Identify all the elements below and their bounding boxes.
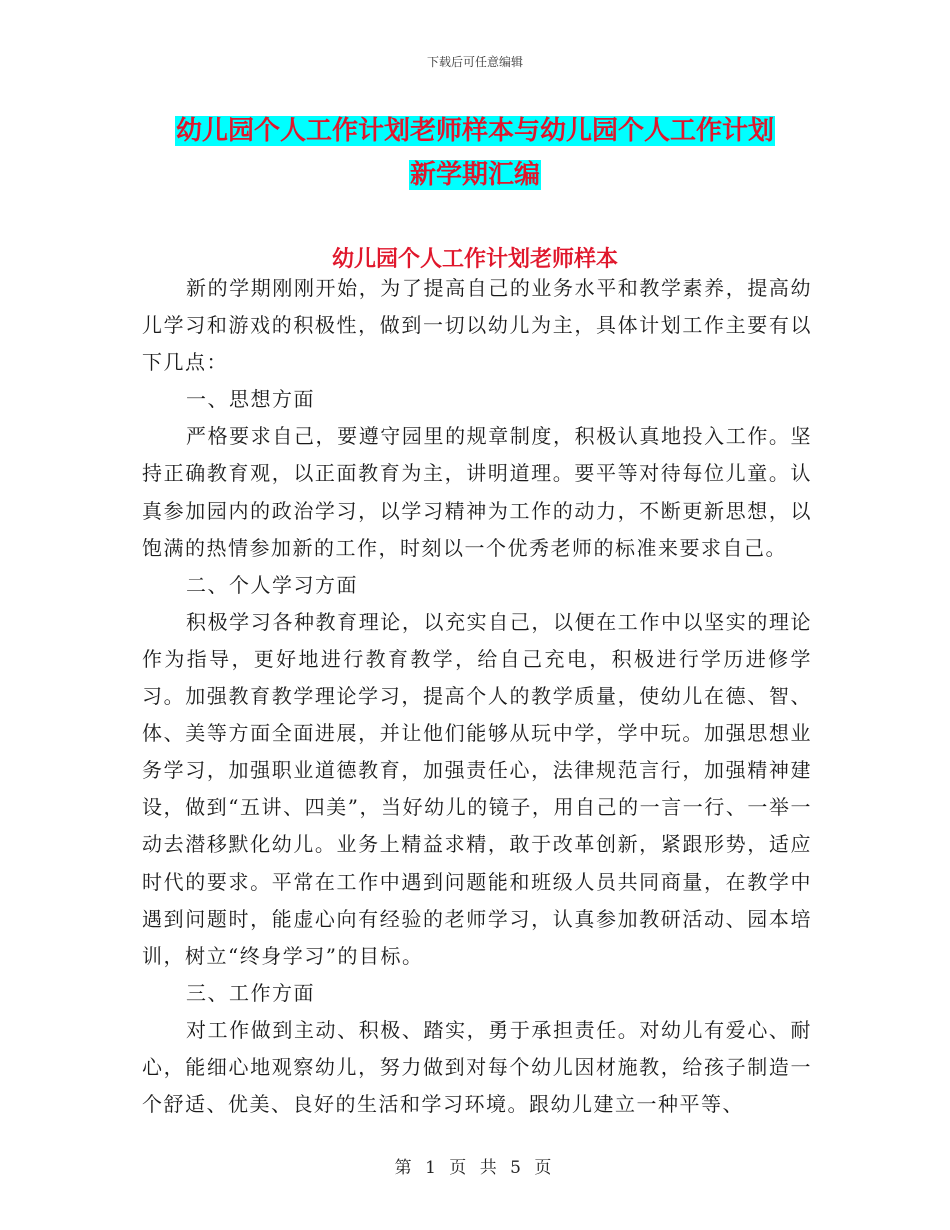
heading-personal-study: 二、个人学习方面	[186, 572, 358, 597]
paragraph-work: 对工作做到主动、积极、踏实，勇于承担责任。对幼儿有爱心、耐心，能细心地观察幼儿，努力做到对每个幼儿因材施教，给孩子制造一个舒适、优美、良好的生活和学习环境。跟幼儿建立一种平等、	[142, 1017, 812, 1117]
document-title-line-2	[0, 157, 950, 193]
document-title-highlight-2: 新学期汇编	[409, 160, 540, 190]
paragraph-personal-study: 积极学习各种教育理论，以充实自己，以便在工作中以坚实的理论作为指导，更好地进行教育教学，给自己充电，积极进行学历进修学习。加强教育教学理论学习，提高个人的教学质量，使幼儿在德、智、体、美等方面全面进展，并让他们能够从玩中学，学中玩。加强思想业务学习，加强职业道德教育，加强责任心，法律规范言行，加强精神建设，做到“五讲、四美”，当好幼儿的镜子，用自己的一言一行、一举一动去潜移默化幼儿。业务上精益求精，敢于改革创新，紧跟形势，适应时代的要求。平常在工作中遇到问题能和班级人员共同商量，在教学中遇到问题时，能虚心向有经验的老师学习，认真参加教研活动、园本培训，树立“终身学习”的目标。	[142, 609, 812, 968]
document-title-line-1	[0, 113, 950, 149]
section-title: 幼儿园个人工作计划老师样本	[331, 247, 618, 272]
document-title-highlight-1: 幼儿园个人工作计划老师样本与幼儿园个人工作计划	[175, 116, 774, 146]
paragraph-thought: 严格要求自己，要遵守园里的规章制度，积极认真地投入工作。坚持正确教育观，以正面教育为主，讲明道理。要平等对待每位儿童。认真参加园内的政治学习，以学习精神为工作的动力，不断更新思想，以饱满的热情参加新的工作，时刻以一个优秀老师的标准来要求自己。	[142, 424, 812, 560]
page-number-footer: 第 1 页 共 5 页	[394, 1158, 556, 1178]
heading-work: 三、工作方面	[186, 980, 315, 1005]
page-header-note: 下载后可任意编辑	[426, 55, 523, 69]
paragraph-intro: 新的学期刚刚开始，为了提高自己的业务水平和教学素养，提高幼儿学习和游戏的积极性，做到一切以幼儿为主，具体计划工作主要有以下几点：	[142, 276, 812, 375]
heading-thought: 一、思想方面	[186, 387, 315, 412]
document-body	[142, 270, 812, 1123]
